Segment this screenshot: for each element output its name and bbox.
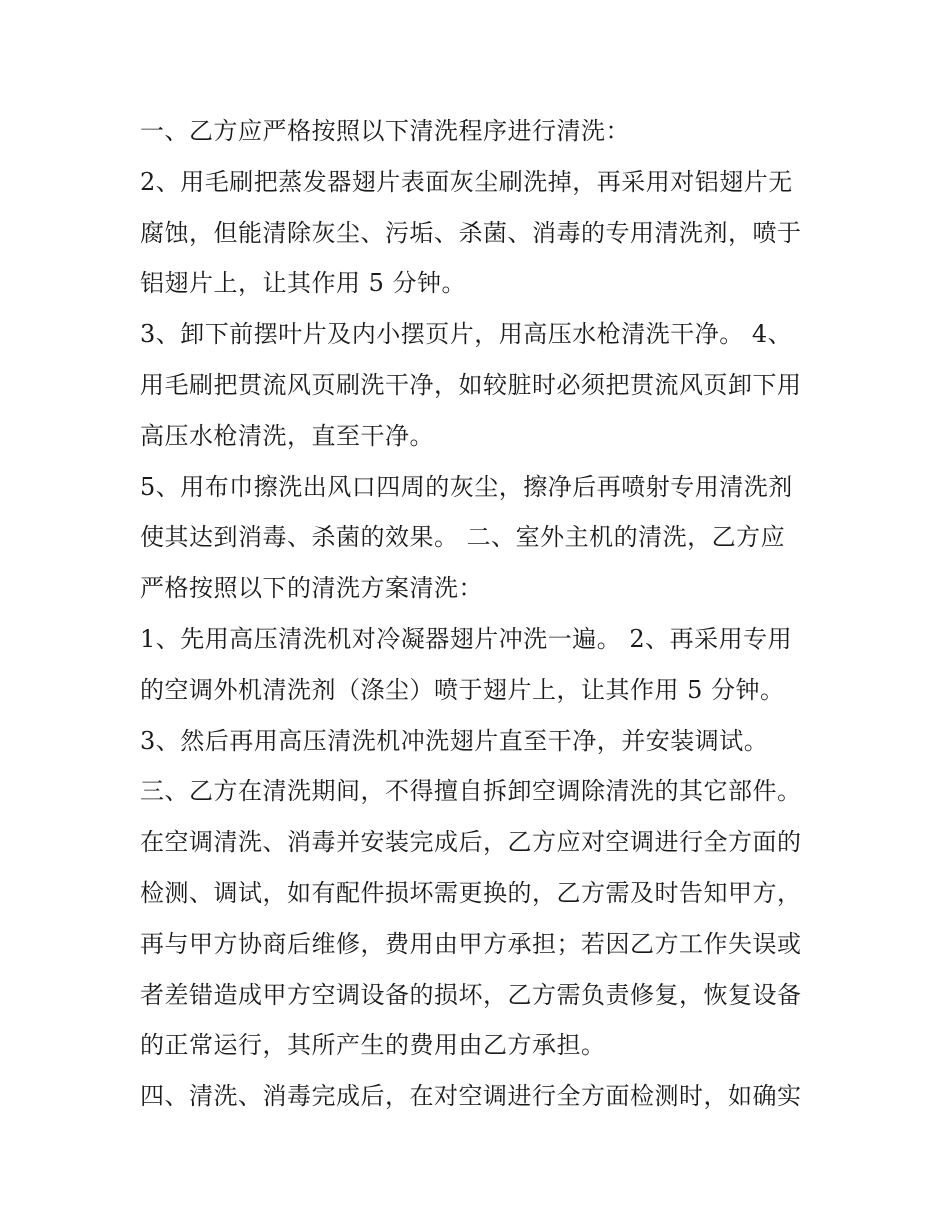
text-line: 3、然后再用高压清洗机冲洗翅片直至干净，并安装调试。	[140, 726, 769, 755]
text-line: 的正常运行，其所产生的费用由乙方承担。	[140, 1031, 606, 1060]
document-body	[140, 112, 820, 1128]
text-line: 的空调外机清洗剂（涤尘）喷于翅片上，让其作用 5 分钟。	[140, 675, 785, 704]
text-line: 使其达到消毒、杀菌的效果。 二、室外主机的清洗，乙方应	[140, 523, 786, 552]
text-line: 者差错造成甲方空调设备的损坏，乙方需负责修复，恢复设备	[140, 980, 802, 1009]
text-line: 检测、调试，如有配件损坏需更换的，乙方需及时告知甲方，	[140, 878, 802, 907]
text-line: 5、用布巾擦洗出风口四周的灰尘，擦净后再喷射专用清洗剂	[140, 472, 793, 501]
text-line: 3、卸下前摆叶片及内小摆页片，用高压水枪清洗干净。 4、	[140, 320, 793, 349]
text-line: 严格按照以下的清洗方案清洗：	[140, 574, 483, 603]
text-line: 2、用毛刷把蒸发器翅片表面灰尘刷洗掉，再采用对铝翅片无	[140, 167, 793, 196]
text-line: 高压水枪清洗，直至干净。	[140, 421, 434, 450]
text-line: 腐蚀，但能清除灰尘、污垢、杀菌、消毒的专用清洗剂，喷于	[140, 218, 802, 247]
text-line: 在空调清洗、消毒并安装完成后，乙方应对空调进行全方面的	[140, 828, 802, 857]
text-line: 用毛刷把贯流风页刷洗干净，如较脏时必须把贯流风页卸下用	[140, 370, 802, 399]
text-line: 三、乙方在清洗期间，不得擅自拆卸空调除清洗的其它部件。	[140, 777, 802, 806]
text-line: 再与甲方协商后维修，费用由甲方承担；若因乙方工作失误或	[140, 929, 802, 958]
text-line: 一、乙方应严格按照以下清洗程序进行清洗：	[140, 117, 630, 145]
text-line: 铝翅片上，让其作用 5 分钟。	[140, 269, 467, 298]
text-line: 1、先用高压清洗机对冷凝器翅片冲洗一遍。 2、再采用专用	[140, 624, 793, 653]
text-line: 四、清洗、消毒完成后，在对空调进行全方面检测时，如确实	[140, 1082, 802, 1111]
